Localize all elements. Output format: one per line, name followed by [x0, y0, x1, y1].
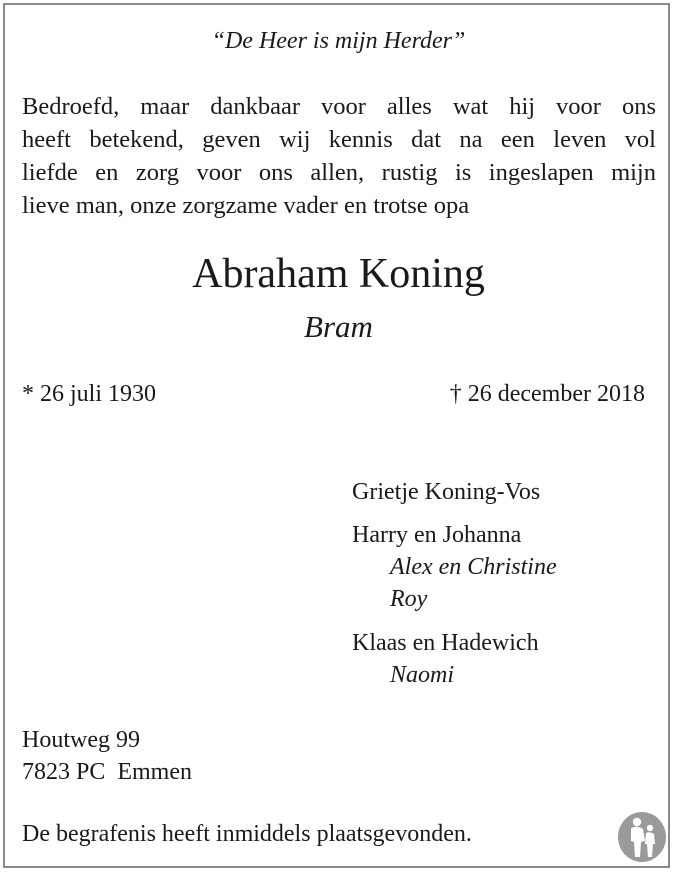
family-grandchildren: Naomi	[390, 662, 455, 688]
intro-paragraph	[22, 90, 656, 222]
intro-line: liefde en zorg voor ons allen, rustig is ingeslapen mijn	[22, 159, 656, 186]
motto-quote: “De Heer is mijn Herder”	[211, 28, 466, 54]
address-city: 7823 PC Emmen	[22, 759, 193, 785]
deceased-nickname: Bram	[304, 309, 373, 344]
birth-date: * 26 juli 1930	[22, 381, 157, 407]
deceased-name: Abraham Koning	[192, 251, 485, 297]
family-child: Klaas en Hadewich	[352, 630, 539, 656]
memorial-figure-icon	[617, 811, 667, 863]
family-spouse: Grietje Koning-Vos	[352, 479, 541, 505]
family-grandchildren: Roy	[390, 586, 428, 612]
family-child: Harry en Johanna	[352, 522, 522, 548]
intro-line: heeft betekend, geven wij kennis dat na een leven vol	[22, 126, 656, 153]
funeral-note: De begrafenis heeft inmiddels plaatsgevonden.	[22, 821, 472, 847]
intro-line: Bedroefd, maar dankbaar voor alles wat hij voor ons	[22, 93, 656, 120]
death-date: † 26 december 2018	[449, 381, 645, 407]
intro-line: lieve man, onze zorgzame vader en trotse opa	[22, 192, 470, 219]
address-street: Houtweg 99	[22, 727, 140, 753]
family-grandchildren: Alex en Christine	[390, 554, 557, 580]
